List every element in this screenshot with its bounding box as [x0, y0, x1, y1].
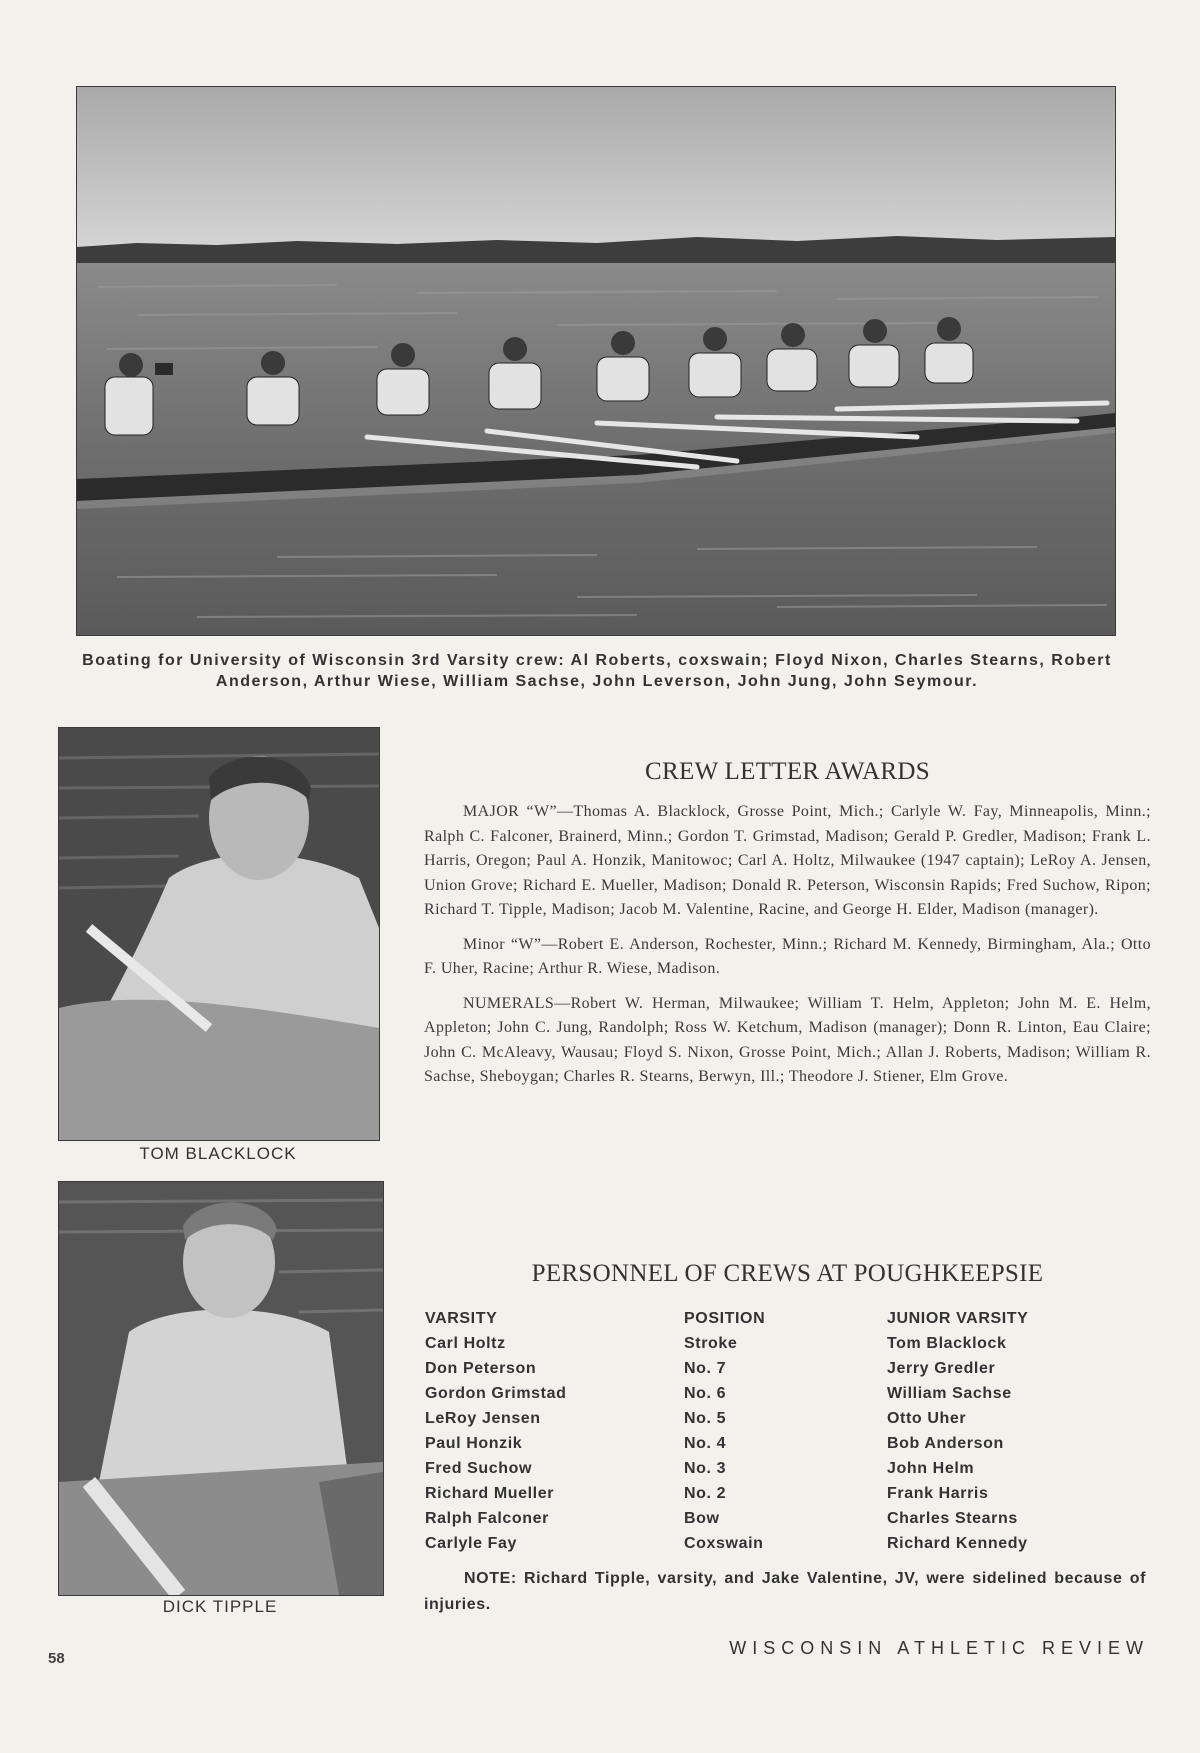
table-cell: William Sachse [887, 1385, 1012, 1402]
awards-text [424, 800, 1151, 1100]
awards-heading: CREW LETTER AWARDS [645, 758, 930, 785]
personnel-heading: PERSONNEL OF CREWS AT POUGHKEEPSIE [531, 1260, 1044, 1287]
junior-varsity-column [887, 1306, 1028, 1556]
page-number: 58 [48, 1650, 65, 1667]
table-cell: Fred Suchow [425, 1460, 533, 1477]
table-cell: Gordon Grimstad [425, 1385, 567, 1402]
injury-note: NOTE: Richard Tipple, varsity, and Jake Valentine, JV, were sidelined because of injuries. [424, 1570, 1146, 1613]
portrait-photo-blacklock [58, 727, 380, 1141]
table-cell: Richard Mueller [425, 1485, 555, 1502]
crew-boat-photo [76, 86, 1116, 636]
column-header-varsity: VARSITY [425, 1310, 498, 1327]
portrait-caption-1: TOM BLACKLOCK [139, 1144, 297, 1163]
table-cell: Coxswain [684, 1535, 764, 1552]
varsity-column [425, 1306, 566, 1556]
table-cell: Bow [684, 1510, 720, 1527]
column-header-junior-varsity: JUNIOR VARSITY [887, 1310, 1029, 1327]
awards-minor-paragraph: Minor “W”—Robert E. Anderson, Rochester, Minn.; Richard M. Kennedy, Birmingham, Ala.; Otto F. Uher, Racine; Arthur R. Wiese, Madison. [424, 935, 1151, 977]
table-cell: LeRoy Jensen [425, 1410, 541, 1427]
awards-major-paragraph: MAJOR “W”—Thomas A. Blacklock, Grosse Point, Mich.; Carlyle W. Fay, Minneapolis, Minn.; Ralph C. Falconer, Brainerd, Minn.; Gordon T. Grimstad, Madison; Gerald P. Gredler, Madison; Frank L. Harris, Oregon; Paul A. Honzik, Manitowoc; Carl A. Holtz, Milwaukee (1947 captain); LeRoy A. Jensen, Union Grove; Richard E. Mueller, Madison; Donald R. Peterson, Wisconsin Rapids; Fred Suchow, Ripon; Richard T. Tipple, Madison; Jacob M. Valentine, Racine, and George H. Elder, Madison (manager). [424, 803, 1151, 918]
table-cell: Richard Kennedy [887, 1535, 1028, 1552]
portrait-caption-2: DICK TIPPLE [162, 1597, 278, 1616]
table-cell: Stroke [684, 1335, 738, 1352]
position-column [684, 1306, 765, 1556]
table-cell: Paul Honzik [425, 1435, 523, 1452]
table-cell: No. 6 [684, 1385, 727, 1402]
awards-numerals-paragraph: NUMERALS—Robert W. Herman, Milwaukee; William T. Helm, Appleton; John M. E. Helm, Appleton; John C. Jung, Randolph; Ross W. Ketchum, Madison (manager); Donn R. Linton, Eau Claire; John C. McAleavy, Wausau; Floyd S. Nixon, Grosse Point, Mich.; Allan J. Roberts, Madison; William R. Sachse, Sheboygan; Charles R. Stearns, Berwyn, Ill.; Theodore J. Stiener, Elm Grove. [424, 994, 1151, 1085]
column-header-position: POSITION [684, 1310, 766, 1327]
table-cell: No. 7 [684, 1360, 727, 1377]
table-cell: No. 5 [684, 1410, 727, 1427]
table-cell: No. 2 [684, 1485, 727, 1502]
table-cell: John Helm [887, 1460, 975, 1477]
table-cell: No. 3 [684, 1460, 727, 1477]
table-cell: Carl Holtz [425, 1335, 506, 1352]
table-cell: Carlyle Fay [425, 1535, 517, 1552]
table-cell: Tom Blacklock [887, 1335, 1007, 1352]
table-cell: No. 4 [684, 1435, 727, 1452]
running-footer: WISCONSIN ATHLETIC REVIEW [729, 1638, 1149, 1658]
photo-caption: Boating for University of Wisconsin 3rd Varsity crew: Al Roberts, coxswain; Floyd Nixon, Charles Stearns, Robert Anderson, Arthur Wiese, William Sachse, John Leverson, John Jung, John Seymour. [82, 652, 1112, 690]
table-cell: Bob Anderson [887, 1435, 1004, 1452]
table-cell: Frank Harris [887, 1485, 989, 1502]
table-cell: Ralph Falconer [425, 1510, 549, 1527]
portrait-photo-tipple [58, 1181, 384, 1596]
table-cell: Charles Stearns [887, 1510, 1018, 1527]
table-cell: Jerry Gredler [887, 1360, 996, 1377]
table-cell: Otto Uher [887, 1410, 967, 1427]
table-cell: Don Peterson [425, 1360, 537, 1377]
